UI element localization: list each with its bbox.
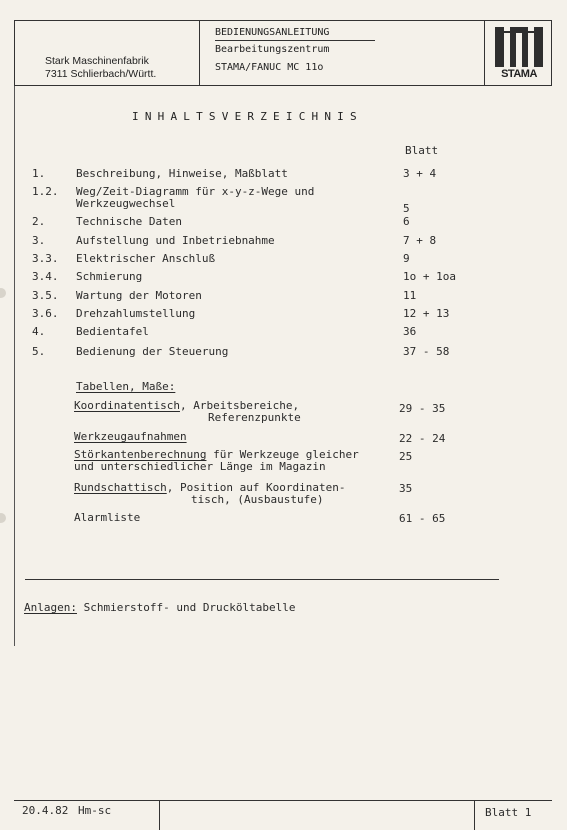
punch-hole — [0, 288, 6, 298]
toc-page: 36 — [403, 325, 417, 338]
tables-heading: Tabellen, Maße: — [76, 380, 176, 393]
tables-rund-title: Rundschattisch — [74, 481, 167, 494]
footer-box — [14, 800, 552, 830]
toc-text: Wartung der Motoren — [76, 289, 202, 302]
doc-type-underline — [215, 40, 375, 41]
toc-text: Aufstellung und Inbetriebnahme — [76, 234, 275, 247]
footer-signature: Hm-sc — [78, 804, 112, 817]
toc-text: Technische Daten — [76, 215, 182, 228]
logo-text: STAMA — [501, 68, 537, 80]
toc-number: 4. — [32, 325, 46, 338]
toc-number: 3.6. — [32, 307, 59, 320]
tables-stoer-page: 25 — [399, 450, 413, 463]
toc-number: 3. — [32, 234, 46, 247]
company-block — [15, 21, 200, 85]
stama-logo — [485, 21, 553, 85]
tables-stoer-line2: und unterschiedlicher Länge im Magazin — [74, 460, 326, 473]
toc-number: 2. — [32, 215, 46, 228]
tables-koord-rest: , Arbeitsbereiche, — [179, 399, 300, 412]
tables-koord-line2: Referenzpunkte — [208, 411, 301, 424]
footer-left-cell — [14, 801, 160, 830]
tables-werkzeug: Werkzeugaufnahmen — [74, 430, 187, 443]
stama-logo-icon — [495, 27, 543, 67]
doc-model: STAMA/FANUC MC 11o — [215, 62, 324, 73]
tables-rund-line2: tisch, (Ausbaustufe) — [191, 493, 324, 506]
tables-werkzeug-page: 22 - 24 — [399, 432, 446, 445]
toc-text: Beschreibung, Hinweise, Maßblatt — [76, 167, 288, 180]
toc-text: Schmierung — [76, 270, 143, 283]
tables-rund-rest: , Position auf Koordinaten- — [166, 481, 346, 494]
toc-text: Drehzahlumstellung — [76, 307, 196, 320]
tables-stoer-rest: für Werkzeuge gleicher — [206, 448, 359, 461]
attachments-text: Schmierstoff- und Drucköltabelle — [76, 601, 296, 614]
punch-hole — [0, 513, 6, 523]
toc-number: 1. — [32, 167, 46, 180]
attachments-label: Anlagen: — [24, 601, 77, 614]
toc-text: Weg/Zeit-Diagramm für x-y-z-Wege und — [76, 185, 315, 198]
divider-rule — [25, 579, 499, 580]
doc-type: BEDIENUNGSANLEITUNG — [215, 27, 330, 38]
footer-right-cell — [474, 801, 552, 830]
tables-stoer-title: Störkantenberechnung — [74, 448, 207, 461]
toc-page: 1o + 1oa — [403, 270, 456, 283]
toc-page: 11 — [403, 289, 417, 302]
toc-page: 6 — [403, 215, 410, 228]
toc-text: Werkzeugwechsel — [76, 197, 176, 210]
tables-koord-title: Koordinatentisch — [74, 399, 180, 412]
attachments-line — [24, 601, 296, 614]
toc-number: 3.4. — [32, 270, 59, 283]
toc-page: 9 — [403, 252, 410, 265]
toc-number: 3.3. — [32, 252, 59, 265]
toc-page: 3 + 4 — [403, 167, 437, 180]
footer-sheet-number: Blatt 1 — [485, 806, 532, 819]
page-column-header: Blatt — [405, 144, 439, 157]
tables-alarm: Alarmliste — [74, 511, 141, 524]
header-box — [14, 20, 552, 86]
footer-date: 20.4.82 — [22, 804, 69, 817]
toc-text: Elektrischer Anschluß — [76, 252, 216, 265]
tables-koord-page: 29 - 35 — [399, 402, 446, 415]
toc-page: 5 — [403, 202, 410, 215]
toc-number: 1.2. — [32, 185, 59, 198]
tables-rund-page: 35 — [399, 482, 413, 495]
page-title: INHALTSVERZEICHNIS — [132, 110, 363, 123]
toc-text: Bedientafel — [76, 325, 149, 338]
company-name: Stark Maschinenfabrik — [45, 55, 149, 67]
toc-page: 37 - 58 — [403, 345, 450, 358]
left-margin-line — [14, 86, 15, 646]
document-title-block — [200, 21, 485, 85]
toc-number: 3.5. — [32, 289, 59, 302]
doc-subject: Bearbeitungszentrum — [215, 44, 330, 55]
toc-number: 5. — [32, 345, 46, 358]
company-address: 7311 Schlierbach/Württ. — [45, 68, 157, 80]
toc-page: 12 + 13 — [403, 307, 450, 320]
tables-alarm-page: 61 - 65 — [399, 512, 446, 525]
toc-text: Bedienung der Steuerung — [76, 345, 229, 358]
toc-page: 7 + 8 — [403, 234, 437, 247]
